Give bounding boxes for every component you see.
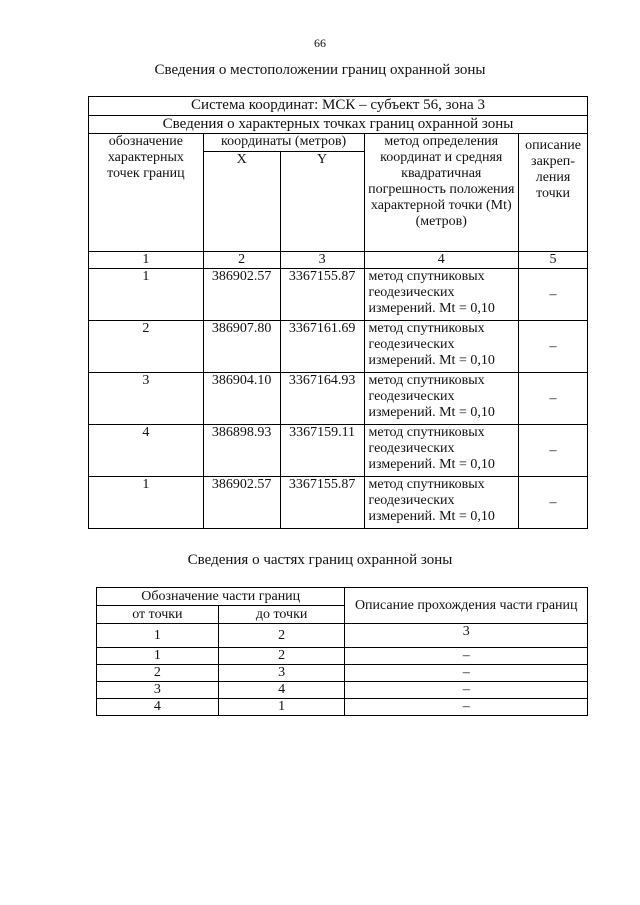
x-coordinate: 386902.57: [203, 269, 280, 321]
section-title-boundaries: Сведения о местоположении границ охранной зоны: [154, 62, 486, 78]
column-number: 5: [519, 252, 588, 269]
point-number: 1: [89, 269, 204, 321]
column-number: 3: [345, 624, 588, 648]
table-row: [89, 425, 588, 477]
fixing-description: –: [519, 373, 588, 425]
table-row: [97, 682, 588, 699]
y-coordinate: 3367161.69: [280, 321, 364, 373]
table-row: [89, 321, 588, 373]
to-point: 1: [218, 699, 345, 716]
table-row: [89, 373, 588, 425]
to-point: 4: [218, 682, 345, 699]
x-coordinate: 386907.80: [203, 321, 280, 373]
fixing-description: –: [519, 321, 588, 373]
y-coordinate: 3367159.11: [280, 425, 364, 477]
fixing-header: описание закреп-ления точки: [519, 134, 588, 252]
page-number: 66: [314, 36, 326, 50]
method-description: метод спутниковых геодезических измерений. Mt = 0,10: [364, 269, 519, 321]
from-point: 4: [97, 699, 219, 716]
table-row: [89, 269, 588, 321]
y-coordinate: 3367155.87: [280, 269, 364, 321]
point-number: 2: [89, 321, 204, 373]
part-description: –: [345, 699, 588, 716]
coordinate-system-cell: Система координат: МСК – субъект 56, зона 3: [89, 97, 588, 116]
column-number: 1: [97, 624, 219, 648]
table-row: [97, 648, 588, 665]
fixing-description: –: [519, 477, 588, 529]
point-number: 3: [89, 373, 204, 425]
point-number: 4: [89, 425, 204, 477]
part-designation-header: Обозначение части границ: [97, 588, 345, 606]
method-description: метод спутниковых геодезических измерений. Mt = 0,10: [364, 373, 519, 425]
fixing-description: –: [519, 425, 588, 477]
characteristic-points-table: [88, 96, 588, 529]
table-row: [89, 477, 588, 529]
column-numbers-row: [97, 624, 588, 648]
part-description-header: Описание прохождения части границ: [345, 588, 588, 624]
point-number: 1: [89, 477, 204, 529]
part-description: –: [345, 665, 588, 682]
x-header: X: [203, 152, 280, 252]
points-info-cell: Сведения о характерных точках границ охранной зоны: [89, 116, 588, 134]
column-number: 2: [203, 252, 280, 269]
y-coordinate: 3367155.87: [280, 477, 364, 529]
x-coordinate: 386904.10: [203, 373, 280, 425]
fixing-description: –: [519, 269, 588, 321]
method-header: метод определения координат и средняя квадратичная погрешность положения характерной точки (Mt) (метров): [364, 134, 519, 252]
table-row: [97, 699, 588, 716]
column-numbers-row: [89, 252, 588, 269]
table-row: [97, 665, 588, 682]
column-number: 3: [280, 252, 364, 269]
method-description: метод спутниковых геодезических измерений. Mt = 0,10: [364, 477, 519, 529]
designation-header: обозначение характерных точек границ: [89, 134, 204, 252]
section-title-parts: Сведения о частях границ охранной зоны: [187, 552, 453, 568]
column-number: 4: [364, 252, 519, 269]
boundary-parts-table: [96, 587, 588, 716]
x-coordinate: 386902.57: [203, 477, 280, 529]
method-description: метод спутниковых геодезических измерений. Mt = 0,10: [364, 425, 519, 477]
from-point-header: от точки: [97, 606, 219, 624]
y-coordinate: 3367164.93: [280, 373, 364, 425]
part-description: –: [345, 648, 588, 665]
column-number: 1: [89, 252, 204, 269]
part-description: –: [345, 682, 588, 699]
column-number: 2: [218, 624, 345, 648]
to-point-header: до точки: [218, 606, 345, 624]
from-point: 2: [97, 665, 219, 682]
from-point: 3: [97, 682, 219, 699]
from-point: 1: [97, 648, 219, 665]
to-point: 2: [218, 648, 345, 665]
y-header: Y: [280, 152, 364, 252]
to-point: 3: [218, 665, 345, 682]
x-coordinate: 386898.93: [203, 425, 280, 477]
coordinates-header: координаты (метров): [203, 134, 364, 152]
method-description: метод спутниковых геодезических измерений. Mt = 0,10: [364, 321, 519, 373]
